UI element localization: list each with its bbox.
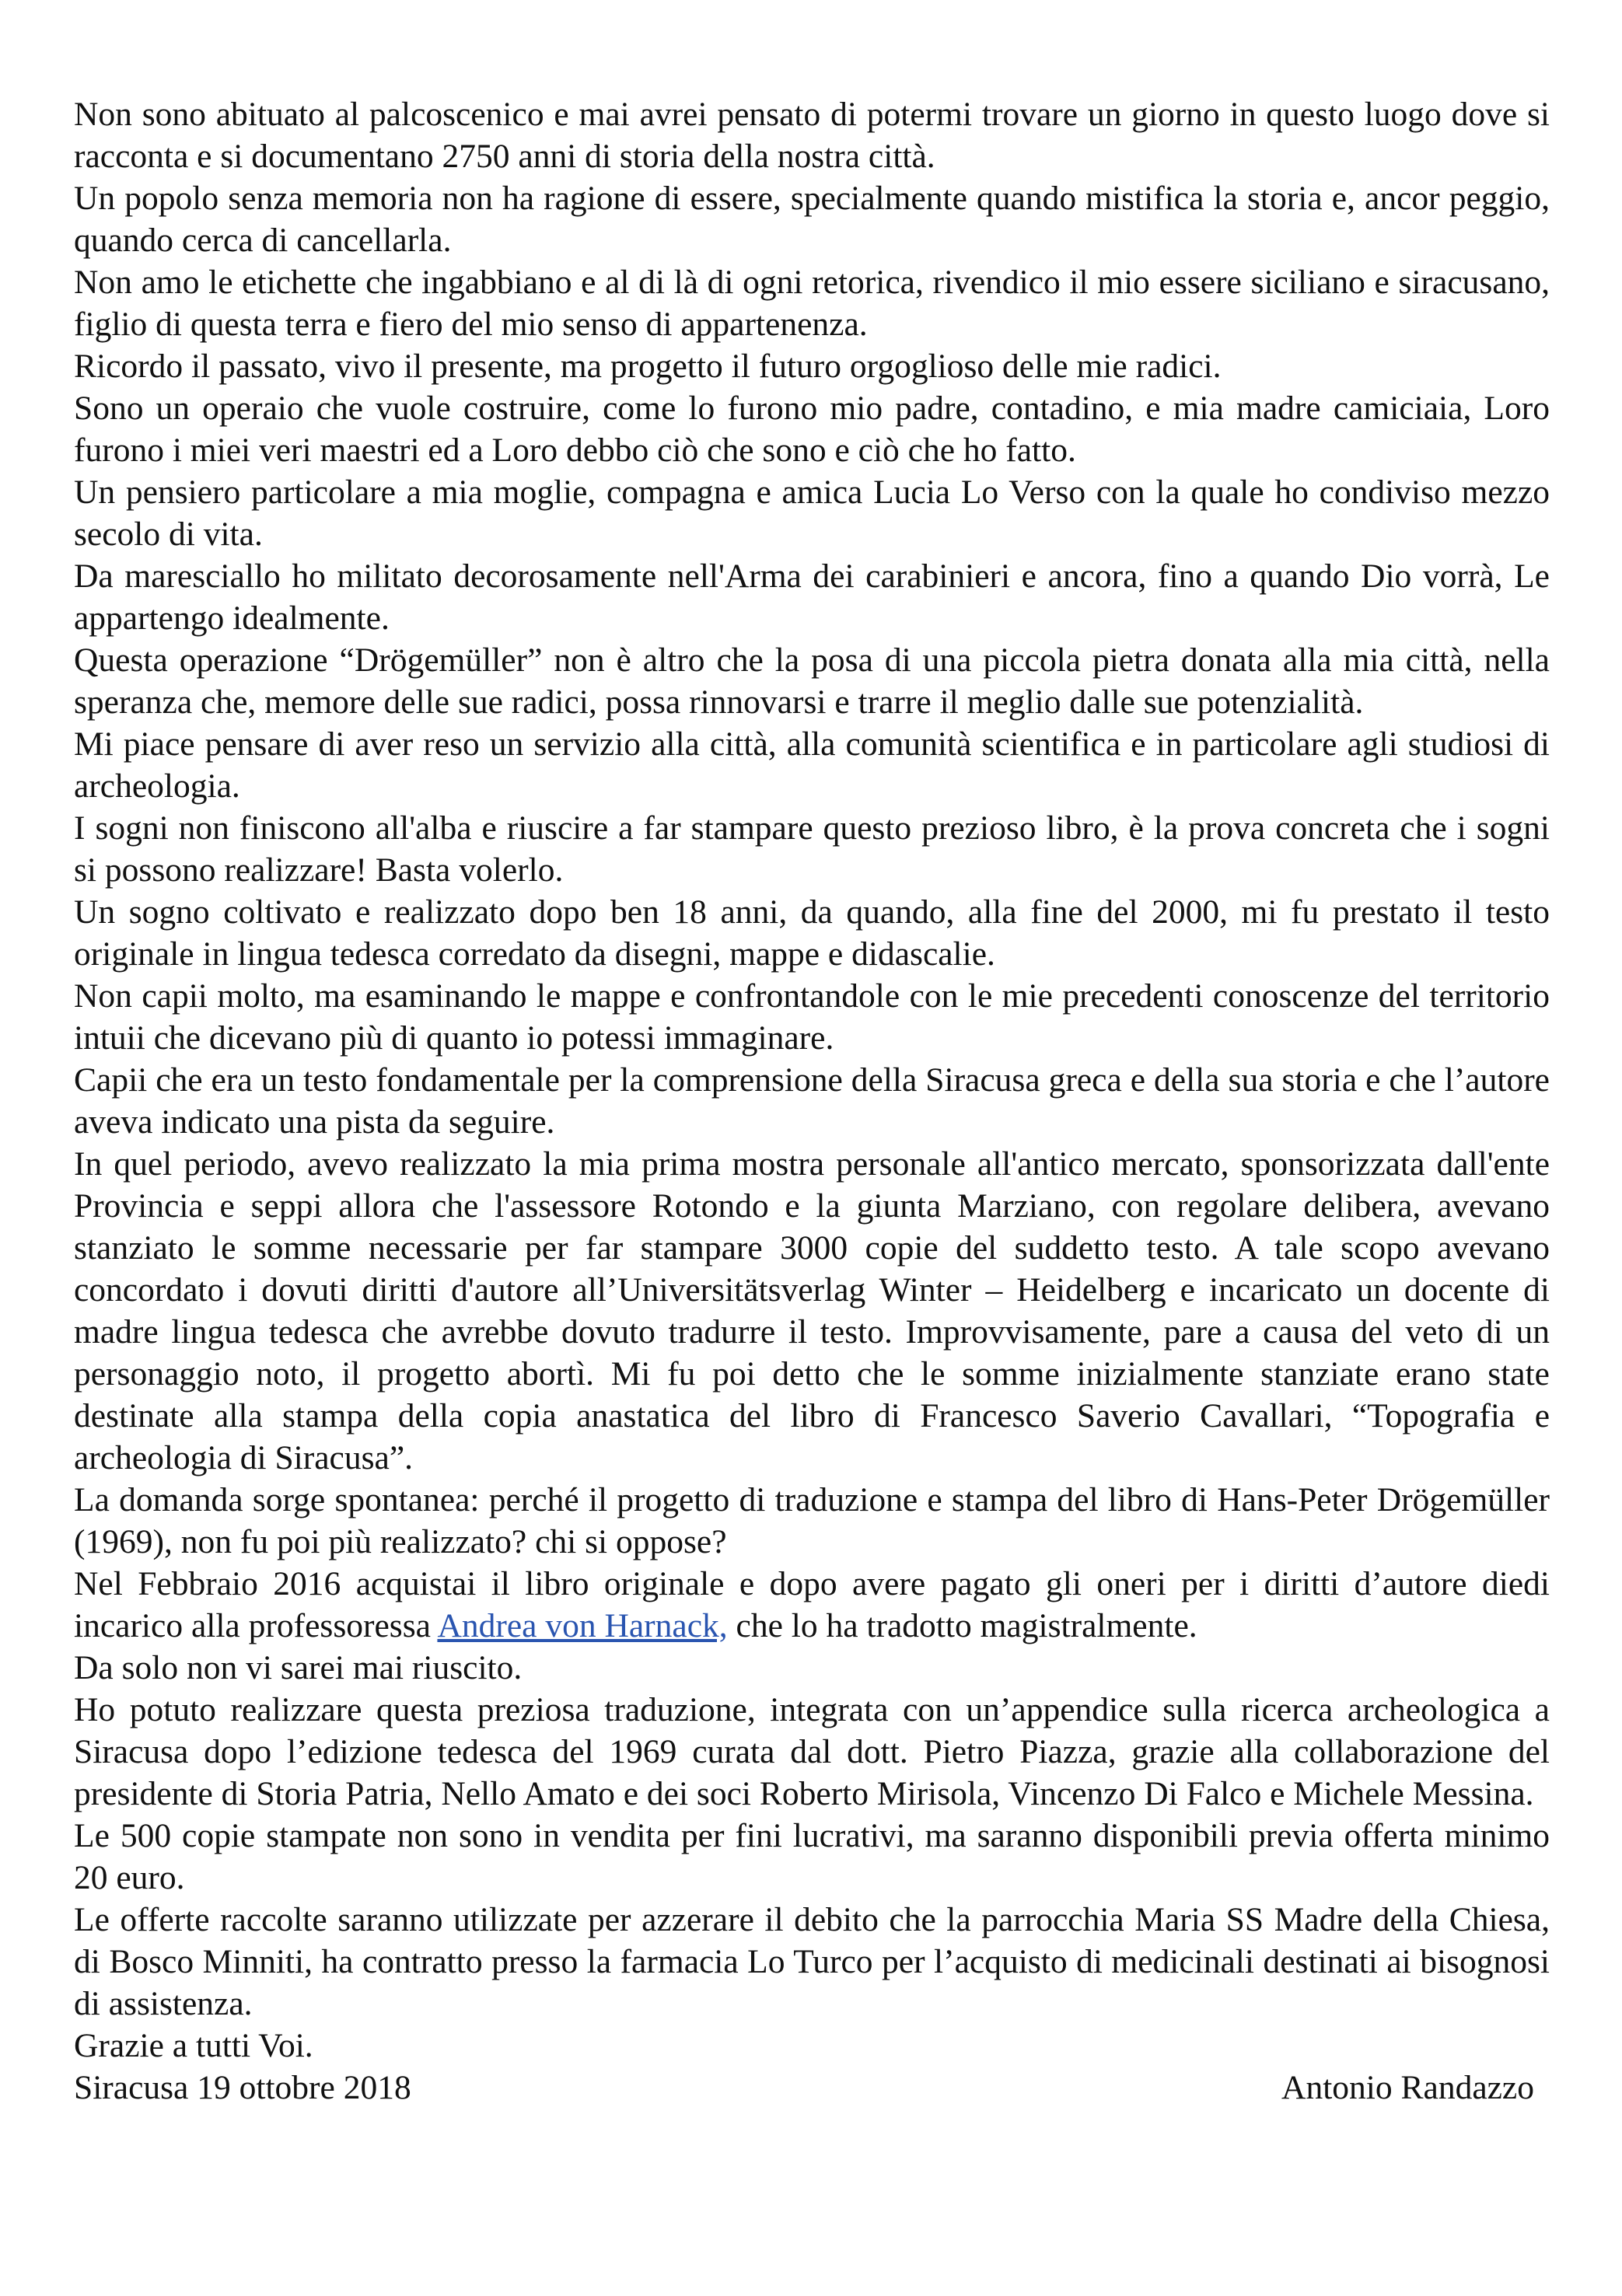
paragraph: Ricordo il passato, vivo il presente, ma progetto il futuro orgoglioso delle mie radici. (74, 348, 1222, 385)
letter-body (74, 93, 1550, 2109)
paragraph: Ho potuto realizzare questa preziosa traduzione, integrata con un’appendice sulla ricerca archeologica a Siracusa dopo l’edizione tedesca del 1969 curata dal dott. Pietro Piazza, grazie alla collaborazione del presidente di Storia Patria, Nello Amato e dei soci Roberto Mirisola, Vincenzo Di Falco e Michele Messina. (74, 1691, 1550, 1812)
paragraph: I sogni non finiscono all'alba e riuscire a far stampare questo prezioso libro, è la prova concreta che i sogni si possono realizzare! Basta volerlo. (74, 809, 1550, 889)
paragraph: Mi piace pensare di aver reso un servizio alla città, alla comunità scientifica e in particolare agli studiosi di archeologia. (74, 725, 1550, 805)
paragraph-text-after-link: che lo ha tradotto magistralmente. (727, 1607, 1197, 1644)
paragraph: Non sono abituato al palcoscenico e mai avrei pensato di potermi trovare un giorno in questo luogo dove si racconta e si documentano 2750 anni di storia della nostra città. (74, 96, 1550, 175)
paragraph: La domanda sorge spontanea: perché il progetto di traduzione e stampa del libro di Hans-Peter Drögemüller (1969), non fu poi più realizzato? chi si oppose? (74, 1481, 1550, 1560)
place-date: Siracusa 19 ottobre 2018 (74, 2069, 411, 2106)
paragraph: Un popolo senza memoria non ha ragione di essere, specialmente quando mistifica la storia e, ancor peggio, quando cerca di cancellarla. (74, 180, 1550, 259)
paragraph: Capii che era un testo fondamentale per la comprensione della Siracusa greca e della sua storia e che l’autore aveva indicato una pista da seguire. (74, 1061, 1550, 1141)
signature: Antonio Randazzo (1281, 2069, 1534, 2106)
paragraph: Sono un operaio che vuole costruire, come lo furono mio padre, contadino, e mia madre camiciaia, Loro furono i miei veri maestri ed a Loro debbo ciò che sono e ciò che ho fatto. (74, 390, 1550, 469)
paragraph-with-link (74, 1563, 1550, 1647)
paragraph: Non capii molto, ma esaminando le mappe e confrontandole con le mie precedenti conoscenze del territorio intuii che dicevano più di quanto io potessi immaginare. (74, 977, 1550, 1057)
paragraph: Un pensiero particolare a mia moglie, compagna e amica Lucia Lo Verso con la quale ho condiviso mezzo secolo di vita. (74, 474, 1550, 553)
paragraph: In quel periodo, avevo realizzato la mia prima mostra personale all'antico mercato, sponsorizzata dall'ente Provincia e seppi allora che l'assessore Rotondo e la giunta Marziano, con regolare delibera, avevano stanziato le somme necessarie per far stampare 3000 copie del suddetto testo. A tale scopo avevano concordato i dovuti diritti d'autore all’Universitätsverlag Winter – Heidelberg e incaricato un docente di madre lingua tedesca che avrebbe dovuto tradurre il testo. Improvvisamente, pare a causa del veto di un personaggio noto, il progetto abortì. Mi fu poi detto che le somme inizialmente stanziate erano state destinate alla stampa della copia anastatica del libro di Francesco Saverio Cavallari, “Topografia e archeologia di Siracusa”. (74, 1145, 1550, 1476)
paragraph: Da maresciallo ho militato decorosamente nell'Arma dei carabinieri e ancora, fino a quando Dio vorrà, Le appartengo idealmente. (74, 557, 1550, 637)
paragraph: Questa operazione “Drögemüller” non è altro che la posa di una piccola pietra donata alla mia città, nella speranza che, memore delle sue radici, possa rinnovarsi e trarre il meglio dalle sue potenzialità. (74, 641, 1550, 721)
paragraph-text-before-link: Nel Febbraio 2016 acquistai il libro originale e dopo avere pagato gli oneri per i diritti d’autore diedi incarico alla professoressa (74, 1565, 1550, 1644)
paragraph: Le offerte raccolte saranno utilizzate per azzerare il debito che la parrocchia Maria SS Madre della Chiesa, di Bosco Minniti, ha contratto presso la farmacia Lo Turco per l’acquisto di medicinali destinati ai bisognosi di assistenza. (74, 1901, 1550, 2022)
translator-link[interactable]: Andrea von Harnack, (437, 1607, 728, 1644)
paragraph: Non amo le etichette che ingabbiano e al di là di ogni retorica, rivendico il mio essere siciliano e siracusano, figlio di questa terra e fiero del mio senso di appartenenza. (74, 264, 1550, 343)
paragraph: Da solo non vi sarei mai riuscito. (74, 1649, 523, 1686)
paragraph: Un sogno coltivato e realizzato dopo ben 18 anni, da quando, alla fine del 2000, mi fu prestato il testo originale in lingua tedesca corredato da disegni, mappe e didascalie. (74, 893, 1550, 973)
closing-thanks: Grazie a tutti Voi. (74, 2027, 313, 2064)
signature-row (74, 2067, 1534, 2109)
paragraph: Le 500 copie stampate non sono in vendita per fini lucrativi, ma saranno disponibili previa offerta minimo 20 euro. (74, 1817, 1550, 1896)
